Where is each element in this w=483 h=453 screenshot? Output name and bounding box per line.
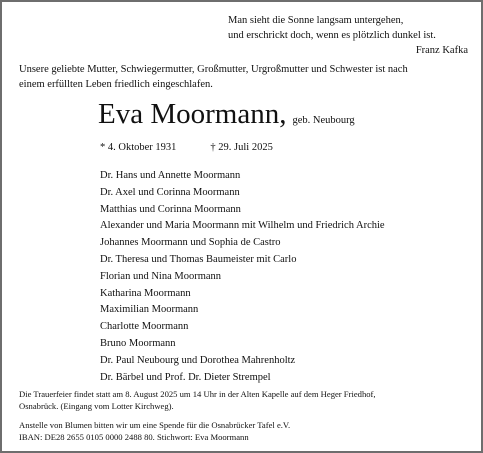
donation-info-line: Anstelle von Blumen bitten wir um eine Spende für die Osnabrücker Tafel e.V.	[19, 420, 291, 430]
epigraph-quote	[228, 13, 468, 58]
mourner-entry: Florian und Nina Moormann	[100, 270, 222, 282]
deceased-name: Eva Moormann,	[98, 98, 287, 130]
mourner-entry: Alexander und Maria Moormann mit Wilhelm und Friedrich Archie	[100, 220, 385, 232]
funeral-info-line: Die Trauerfeier findet statt am 8. August 2025 um 14 Uhr in der Alten Kapelle auf dem Heger Friedhof,	[19, 389, 376, 399]
mourner-entry: Dr. Hans und Annette Moormann	[100, 170, 241, 181]
mourner-entry: Katharina Moormann	[100, 287, 191, 299]
mourner-entry: Dr. Axel und Corinna Moormann	[100, 186, 240, 198]
mourner-entry: Matthias und Corinna Moormann	[100, 203, 241, 215]
mourner-entry: Dr. Bärbel und Prof. Dr. Dieter Strempel	[100, 371, 271, 383]
mourner-entry: Johannes Moormann und Sophia de Castro	[100, 237, 281, 249]
deceased-birth-name: geb. Neubourg	[292, 115, 355, 126]
quote-line: und erschrickt doch, wenn es plötzlich dunkel ist.	[228, 30, 436, 41]
mourners-list	[100, 168, 480, 386]
death-date: † 29. Juli 2025	[210, 142, 273, 153]
mourner-entry: Maximilian Moormann	[100, 304, 199, 316]
mourner-entry: Charlotte Moormann	[100, 321, 189, 333]
birth-date: * 4. Oktober 1931	[100, 142, 177, 153]
deceased-heading	[98, 98, 355, 130]
mourner-entry: Dr. Paul Neubourg und Dorothea Mahrenholtz	[100, 354, 296, 366]
announcement-line: Unsere geliebte Mutter, Schwiegermutter, Großmutter, Urgroßmutter und Schwester ist nach	[19, 64, 408, 75]
mourner-entry: Bruno Moormann	[100, 337, 176, 349]
life-dates	[100, 141, 273, 155]
donation-info-line: IBAN: DE28 2655 0105 0000 2488 80. Stichwort: Eva Moormann	[19, 431, 249, 442]
funeral-info-line: Osnabrück. (Eingang vom Lotter Kirchweg).	[19, 400, 174, 411]
mourner-entry: Dr. Theresa und Thomas Baumeister mit Carlo	[100, 253, 297, 265]
donation-info	[19, 420, 479, 443]
announcement-line: einem erfüllten Leben friedlich eingeschlafen.	[19, 78, 213, 90]
quote-author: Franz Kafka	[415, 45, 468, 56]
announcement-text	[19, 63, 475, 92]
quote-line: Man sieht die Sonne langsam untergehen,	[228, 15, 404, 26]
funeral-info	[19, 389, 479, 412]
